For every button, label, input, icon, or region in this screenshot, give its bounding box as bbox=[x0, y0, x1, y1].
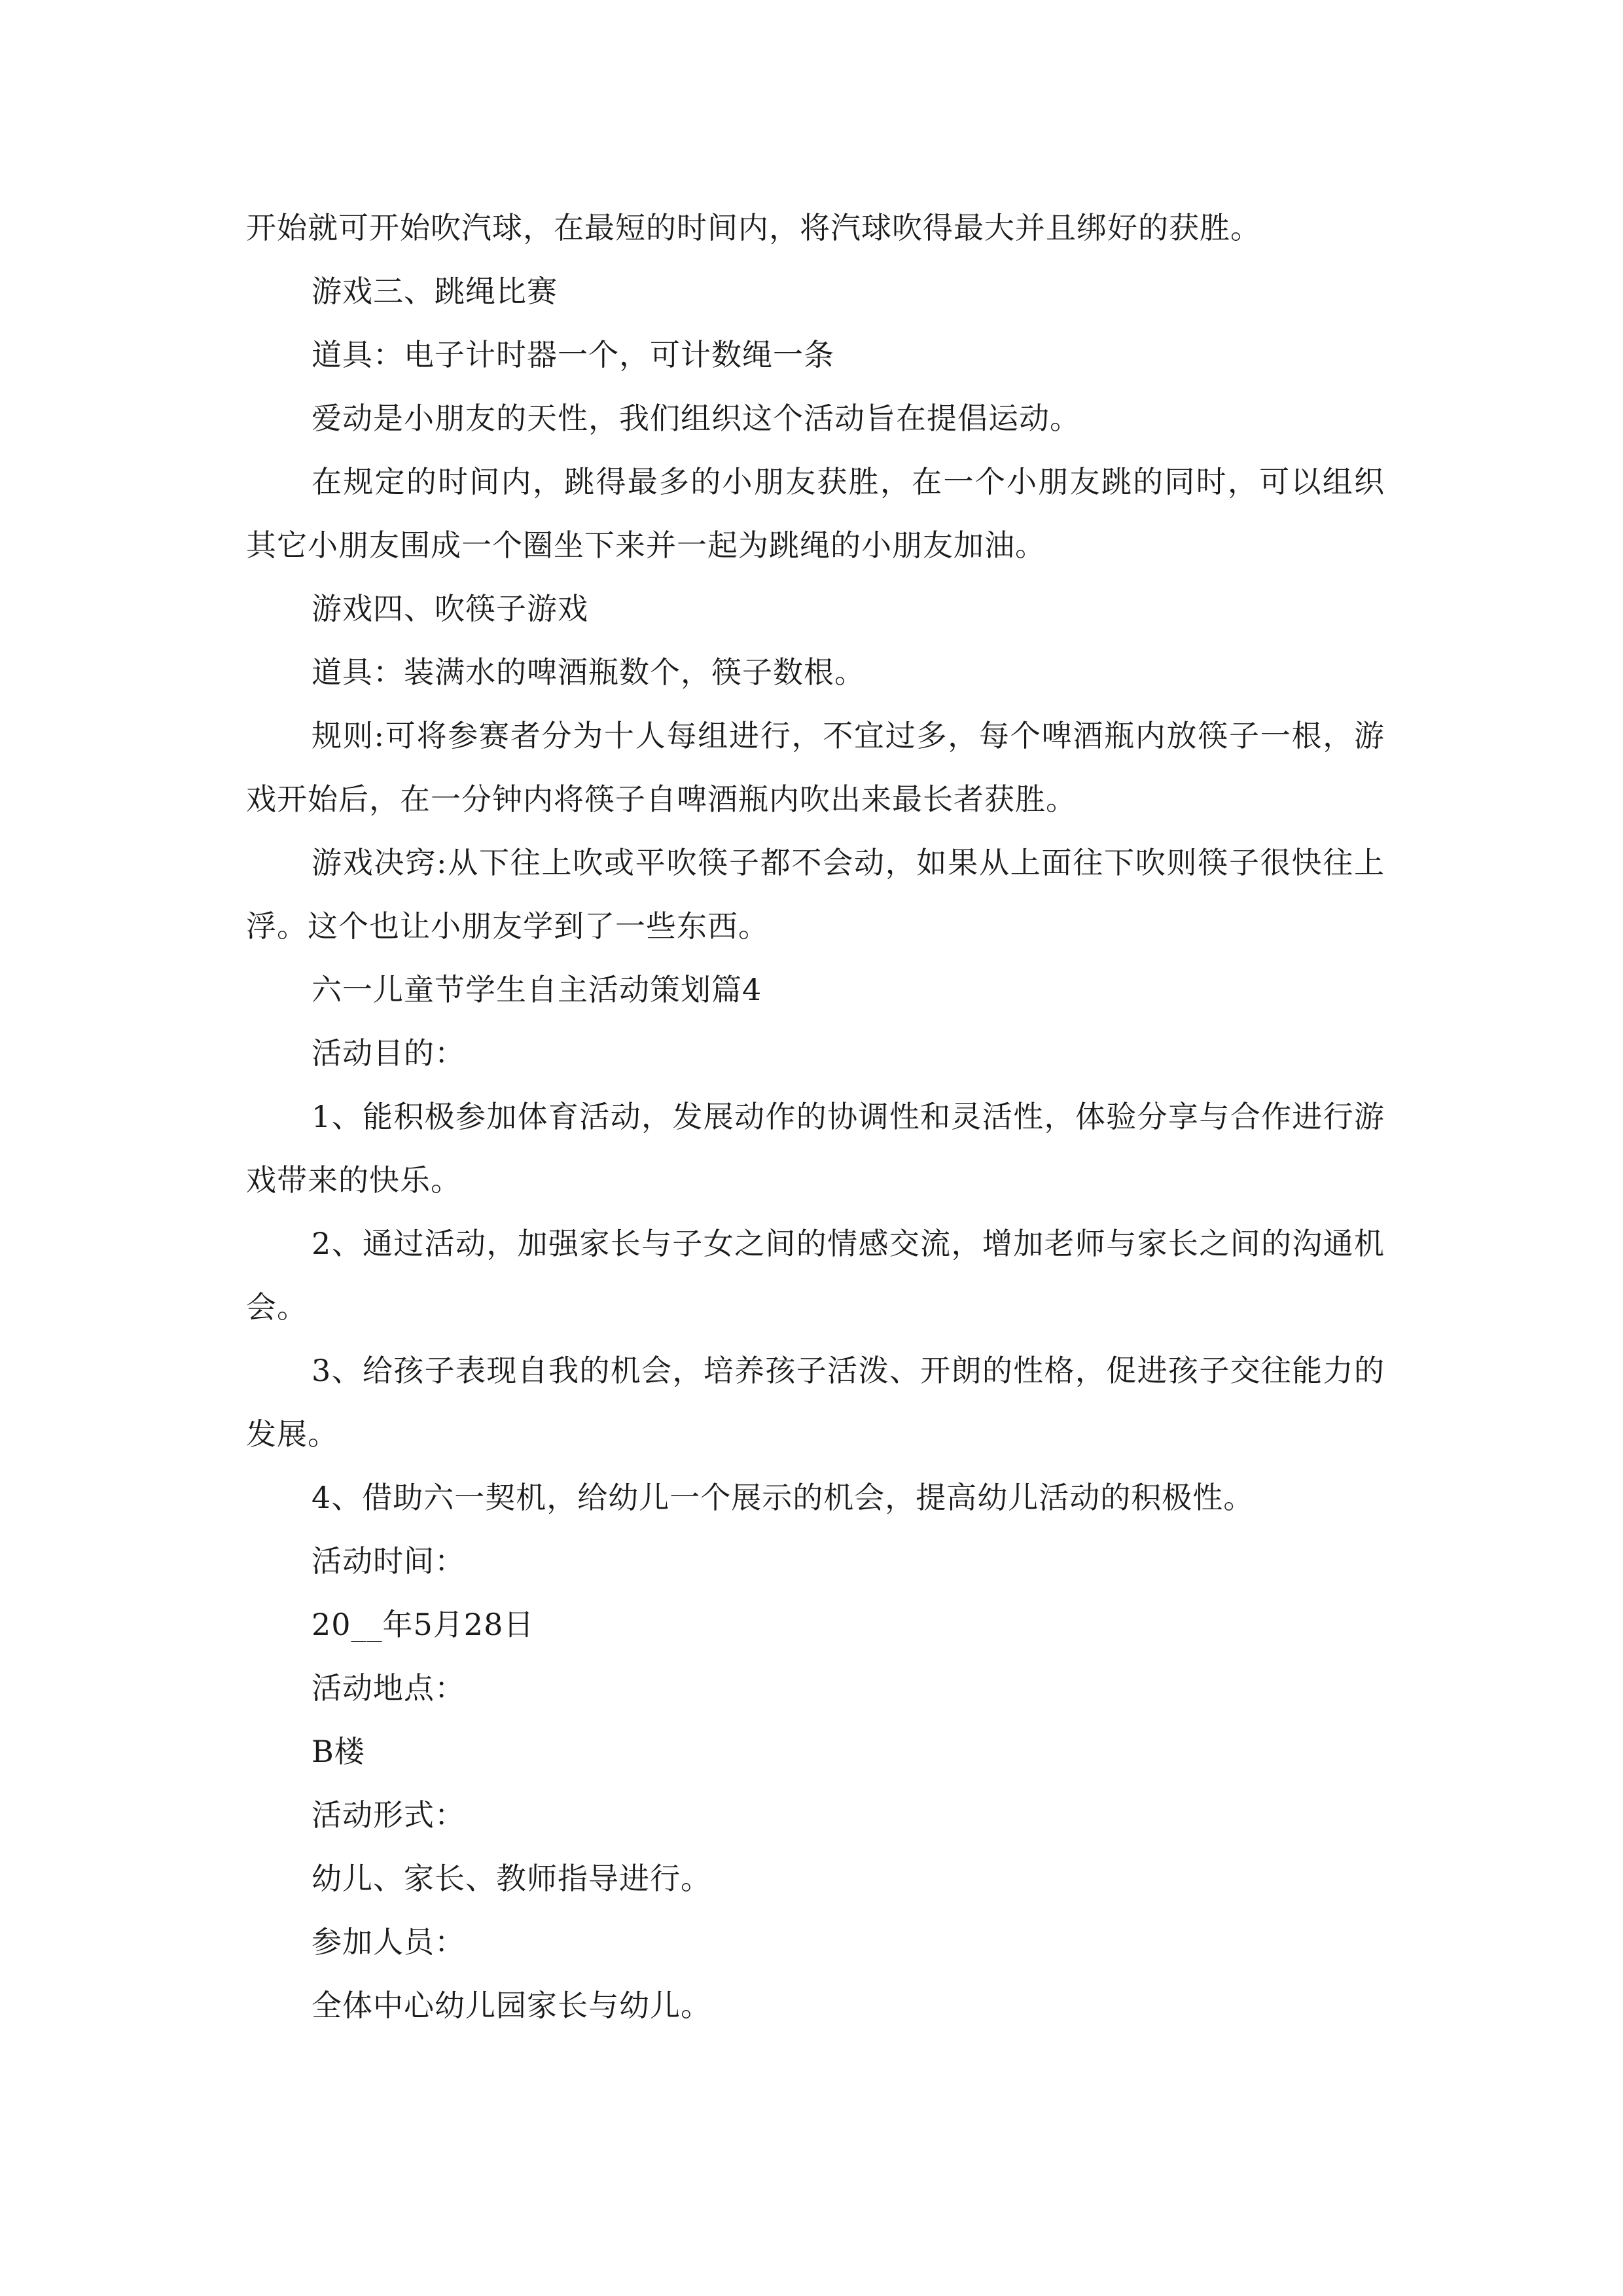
paragraph: 道具：装满水的啤酒瓶数个，筷子数根。 bbox=[312, 655, 865, 690]
paragraph: 在规定的时间内，跳得最多的小朋友获胜，在一个小朋友跳的同时，可以组织其它小朋友围成一个圈坐下来并一起为跳绳的小朋友加油。 bbox=[246, 464, 1385, 563]
paragraph: B楼 bbox=[312, 1734, 365, 1769]
paragraph: 道具：电子计时器一个，可计数绳一条 bbox=[312, 337, 834, 372]
subheading: 活动形式： bbox=[312, 1797, 465, 1833]
paragraph: 20__年5月28日 bbox=[312, 1607, 535, 1642]
section-title: 六一儿童节学生自主活动策划篇4 bbox=[312, 972, 762, 1007]
paragraph: 爱动是小朋友的天性，我们组织这个活动旨在提倡运动。 bbox=[312, 401, 1080, 436]
paragraph: 游戏决窍:从下往上吹或平吹筷子都不会动，如果从上面往下吹则筷子很快往上浮。这个也让小朋友学到了一些东西。 bbox=[246, 845, 1385, 944]
subheading: 活动时间： bbox=[312, 1543, 465, 1579]
document-body bbox=[246, 196, 1385, 2037]
paragraph: 全体中心幼儿园家长与幼儿。 bbox=[312, 1988, 711, 2023]
subheading: 参加人员： bbox=[312, 1924, 465, 1960]
list-item: 4、借助六一契机，给幼儿一个展示的机会，提高幼儿活动的积极性。 bbox=[312, 1480, 1255, 1515]
section-heading: 游戏四、吹筷子游戏 bbox=[312, 591, 588, 626]
paragraph: 开始就可开始吹汽球，在最短的时间内，将汽球吹得最大并且绑好的获胜。 bbox=[246, 210, 1261, 245]
subheading: 活动目的： bbox=[312, 1035, 465, 1071]
subheading: 活动地点： bbox=[312, 1670, 465, 1706]
list-item: 3、给孩子表现自我的机会，培养孩子活泼、开朗的性格，促进孩子交往能力的发展。 bbox=[246, 1353, 1385, 1452]
paragraph: 幼儿、家长、教师指导进行。 bbox=[312, 1861, 711, 1896]
list-item: 2、通过活动，加强家长与子女之间的情感交流，增加老师与家长之间的沟通机会。 bbox=[246, 1226, 1385, 1325]
paragraph: 规则:可将参赛者分为十人每组进行，不宜过多，每个啤酒瓶内放筷子一根，游戏开始后，在一分钟内将筷子自啤酒瓶内吹出来最长者获胜。 bbox=[246, 718, 1385, 817]
section-heading: 游戏三、跳绳比赛 bbox=[312, 274, 558, 309]
list-item: 1、能积极参加体育活动，发展动作的协调性和灵活性，体验分享与合作进行游戏带来的快乐。 bbox=[246, 1099, 1385, 1198]
